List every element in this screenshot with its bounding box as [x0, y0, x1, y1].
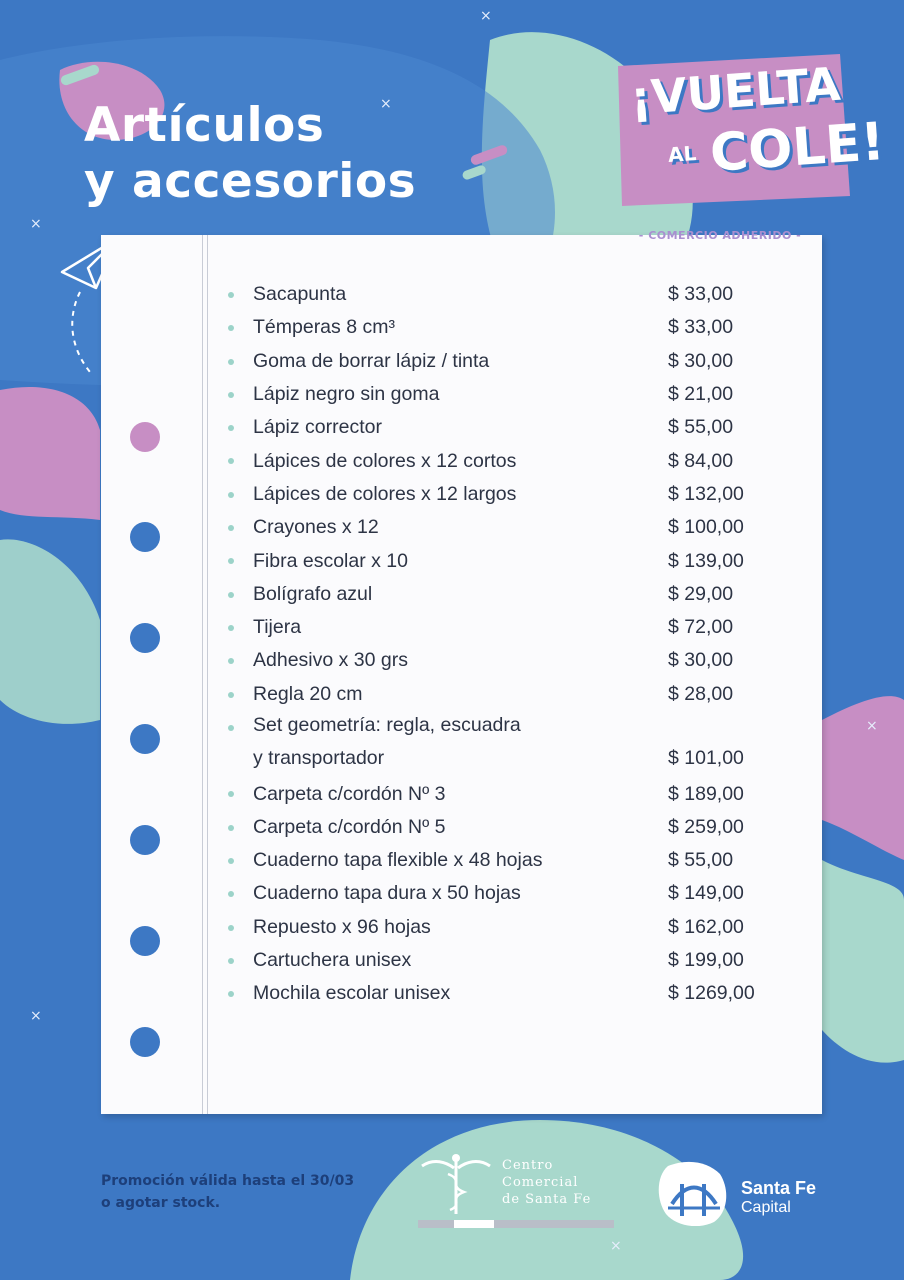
bullet-icon	[228, 359, 234, 365]
bullet-icon	[228, 991, 234, 997]
item-price: $ 33,00	[668, 316, 734, 339]
bullet-icon	[228, 458, 234, 464]
bullet-icon	[228, 558, 234, 564]
binder-hole	[130, 926, 160, 956]
item-price: $ 33,00	[668, 283, 734, 306]
ccsf-bar-decoration	[418, 1220, 614, 1228]
item-name-line-2: y transportador	[253, 747, 385, 770]
ccsf-logo-text	[502, 1157, 591, 1208]
svg-text:×: ×	[480, 8, 492, 24]
svg-text:×: ×	[380, 96, 392, 112]
list-item	[226, 444, 786, 477]
svg-text:×: ×	[610, 1238, 622, 1254]
item-price: $ 1269,00	[668, 982, 755, 1005]
item-name: Crayones x 12	[253, 516, 379, 539]
item-price: $ 162,00	[668, 915, 744, 938]
ccsf-line-2: Comercial	[502, 1175, 579, 1190]
promo-line-1: Promoción válida hasta el 30/03	[101, 1173, 355, 1189]
santa-fe-capital-text	[741, 1178, 816, 1218]
ccsf-line-1: Centro	[502, 1158, 554, 1173]
page-title	[84, 98, 416, 210]
list-item	[226, 711, 786, 778]
bullet-icon	[228, 592, 234, 598]
list-item	[226, 678, 786, 711]
bullet-icon	[228, 325, 234, 331]
margin-line	[207, 235, 208, 1114]
list-item	[226, 644, 786, 677]
item-price: $ 199,00	[668, 949, 744, 972]
santa-fe-bridge-logo-icon	[658, 1160, 728, 1226]
ccsf-line-3: de Santa Fe	[502, 1192, 592, 1207]
price-list	[226, 278, 786, 1011]
caduceus-logo-icon	[420, 1152, 492, 1216]
item-name: Cuaderno tapa flexible x 48 hojas	[253, 849, 543, 872]
bullet-icon	[228, 292, 234, 298]
item-name: Mochila escolar unisex	[253, 982, 451, 1005]
binder-hole	[130, 623, 160, 653]
list-item	[226, 911, 786, 944]
item-price: $ 55,00	[668, 416, 734, 439]
list-item	[226, 811, 786, 844]
list-item	[226, 777, 786, 810]
bullet-icon	[228, 658, 234, 664]
item-name: Tijera	[253, 616, 302, 639]
list-item	[226, 544, 786, 577]
item-price: $ 30,00	[668, 349, 734, 372]
item-price: $ 101,00	[668, 746, 744, 769]
item-price: $ 72,00	[668, 616, 734, 639]
item-name: Adhesivo x 30 grs	[253, 649, 409, 672]
item-price: $ 259,00	[668, 815, 744, 838]
item-price: $ 28,00	[668, 682, 734, 705]
bullet-icon	[228, 692, 234, 698]
bullet-icon	[228, 925, 234, 931]
list-item	[226, 944, 786, 977]
bullet-icon	[228, 625, 234, 631]
item-name: Lápices de colores x 12 largos	[253, 482, 517, 505]
list-item	[226, 411, 786, 444]
item-name: Bolígrafo azul	[253, 582, 373, 605]
item-price: $ 149,00	[668, 882, 744, 905]
promo-text	[101, 1170, 354, 1214]
bullet-icon	[228, 858, 234, 864]
svg-text:×: ×	[30, 216, 42, 232]
list-item	[226, 844, 786, 877]
bullet-icon	[228, 392, 234, 398]
list-item	[226, 578, 786, 611]
item-price: $ 29,00	[668, 582, 734, 605]
list-item	[226, 611, 786, 644]
item-name: Lápiz corrector	[253, 416, 382, 439]
bullet-icon	[228, 791, 234, 797]
item-name: Lápices de colores x 12 cortos	[253, 449, 517, 472]
bullet-icon	[228, 958, 234, 964]
list-item	[226, 311, 786, 344]
badge-line-1: ¡VUELTA	[628, 56, 843, 126]
list-item	[226, 511, 786, 544]
item-price: $ 132,00	[668, 482, 744, 505]
item-name: Carpeta c/cordón Nº 5	[253, 815, 446, 838]
item-name-line-1: Set geometría: regla, escuadra	[253, 713, 521, 736]
item-price: $ 21,00	[668, 383, 734, 406]
item-name: Carpeta c/cordón Nº 3	[253, 782, 446, 805]
item-name: Repuesto x 96 hojas	[253, 915, 431, 938]
binder-hole	[130, 1027, 160, 1057]
item-name: Sacapunta	[253, 283, 347, 306]
bullet-icon	[228, 525, 234, 531]
list-item	[226, 977, 786, 1010]
list-item	[226, 278, 786, 311]
item-name: Lápiz negro sin goma	[253, 383, 440, 406]
bullet-icon	[228, 425, 234, 431]
bullet-icon	[228, 891, 234, 897]
binder-hole	[130, 724, 160, 754]
list-item	[226, 478, 786, 511]
title-line-1: Artículos	[84, 98, 325, 153]
promo-line-2: o agotar stock.	[101, 1195, 221, 1211]
item-name: Cartuchera unisex	[253, 949, 412, 972]
badge-line-2-big: COLE!	[708, 111, 887, 185]
item-name: Goma de borrar lápiz / tinta	[253, 349, 490, 372]
item-price: $ 189,00	[668, 782, 744, 805]
list-item	[226, 345, 786, 378]
badge-line-2-small: AL	[667, 141, 698, 167]
svg-text:×: ×	[30, 1008, 42, 1024]
binder-hole	[130, 522, 160, 552]
svg-text:×: ×	[866, 718, 878, 734]
item-price: $ 55,00	[668, 849, 734, 872]
list-item	[226, 378, 786, 411]
bullet-icon	[228, 725, 234, 731]
list-item	[226, 877, 786, 910]
sf-line-2: Capital	[741, 1199, 791, 1216]
item-price: $ 139,00	[668, 549, 744, 572]
sf-line-1: Santa Fe	[741, 1178, 817, 1198]
item-name: Fibra escolar x 10	[253, 549, 408, 572]
margin-line	[202, 235, 203, 1114]
binder-hole	[130, 825, 160, 855]
bullet-icon	[228, 492, 234, 498]
item-price: $ 100,00	[668, 516, 744, 539]
item-price: $ 84,00	[668, 449, 734, 472]
title-line-2: y accesorios	[84, 154, 417, 209]
comercio-adherido-label: - COMERCIO ADHERIDO -	[638, 229, 802, 242]
bullet-icon	[228, 825, 234, 831]
item-price: $ 30,00	[668, 649, 734, 672]
item-name: Cuaderno tapa dura x 50 hojas	[253, 882, 521, 905]
item-name	[253, 709, 521, 776]
item-name: Regla 20 cm	[253, 682, 363, 705]
item-name: Témperas 8 cm³	[253, 316, 395, 339]
binder-hole	[130, 422, 160, 452]
